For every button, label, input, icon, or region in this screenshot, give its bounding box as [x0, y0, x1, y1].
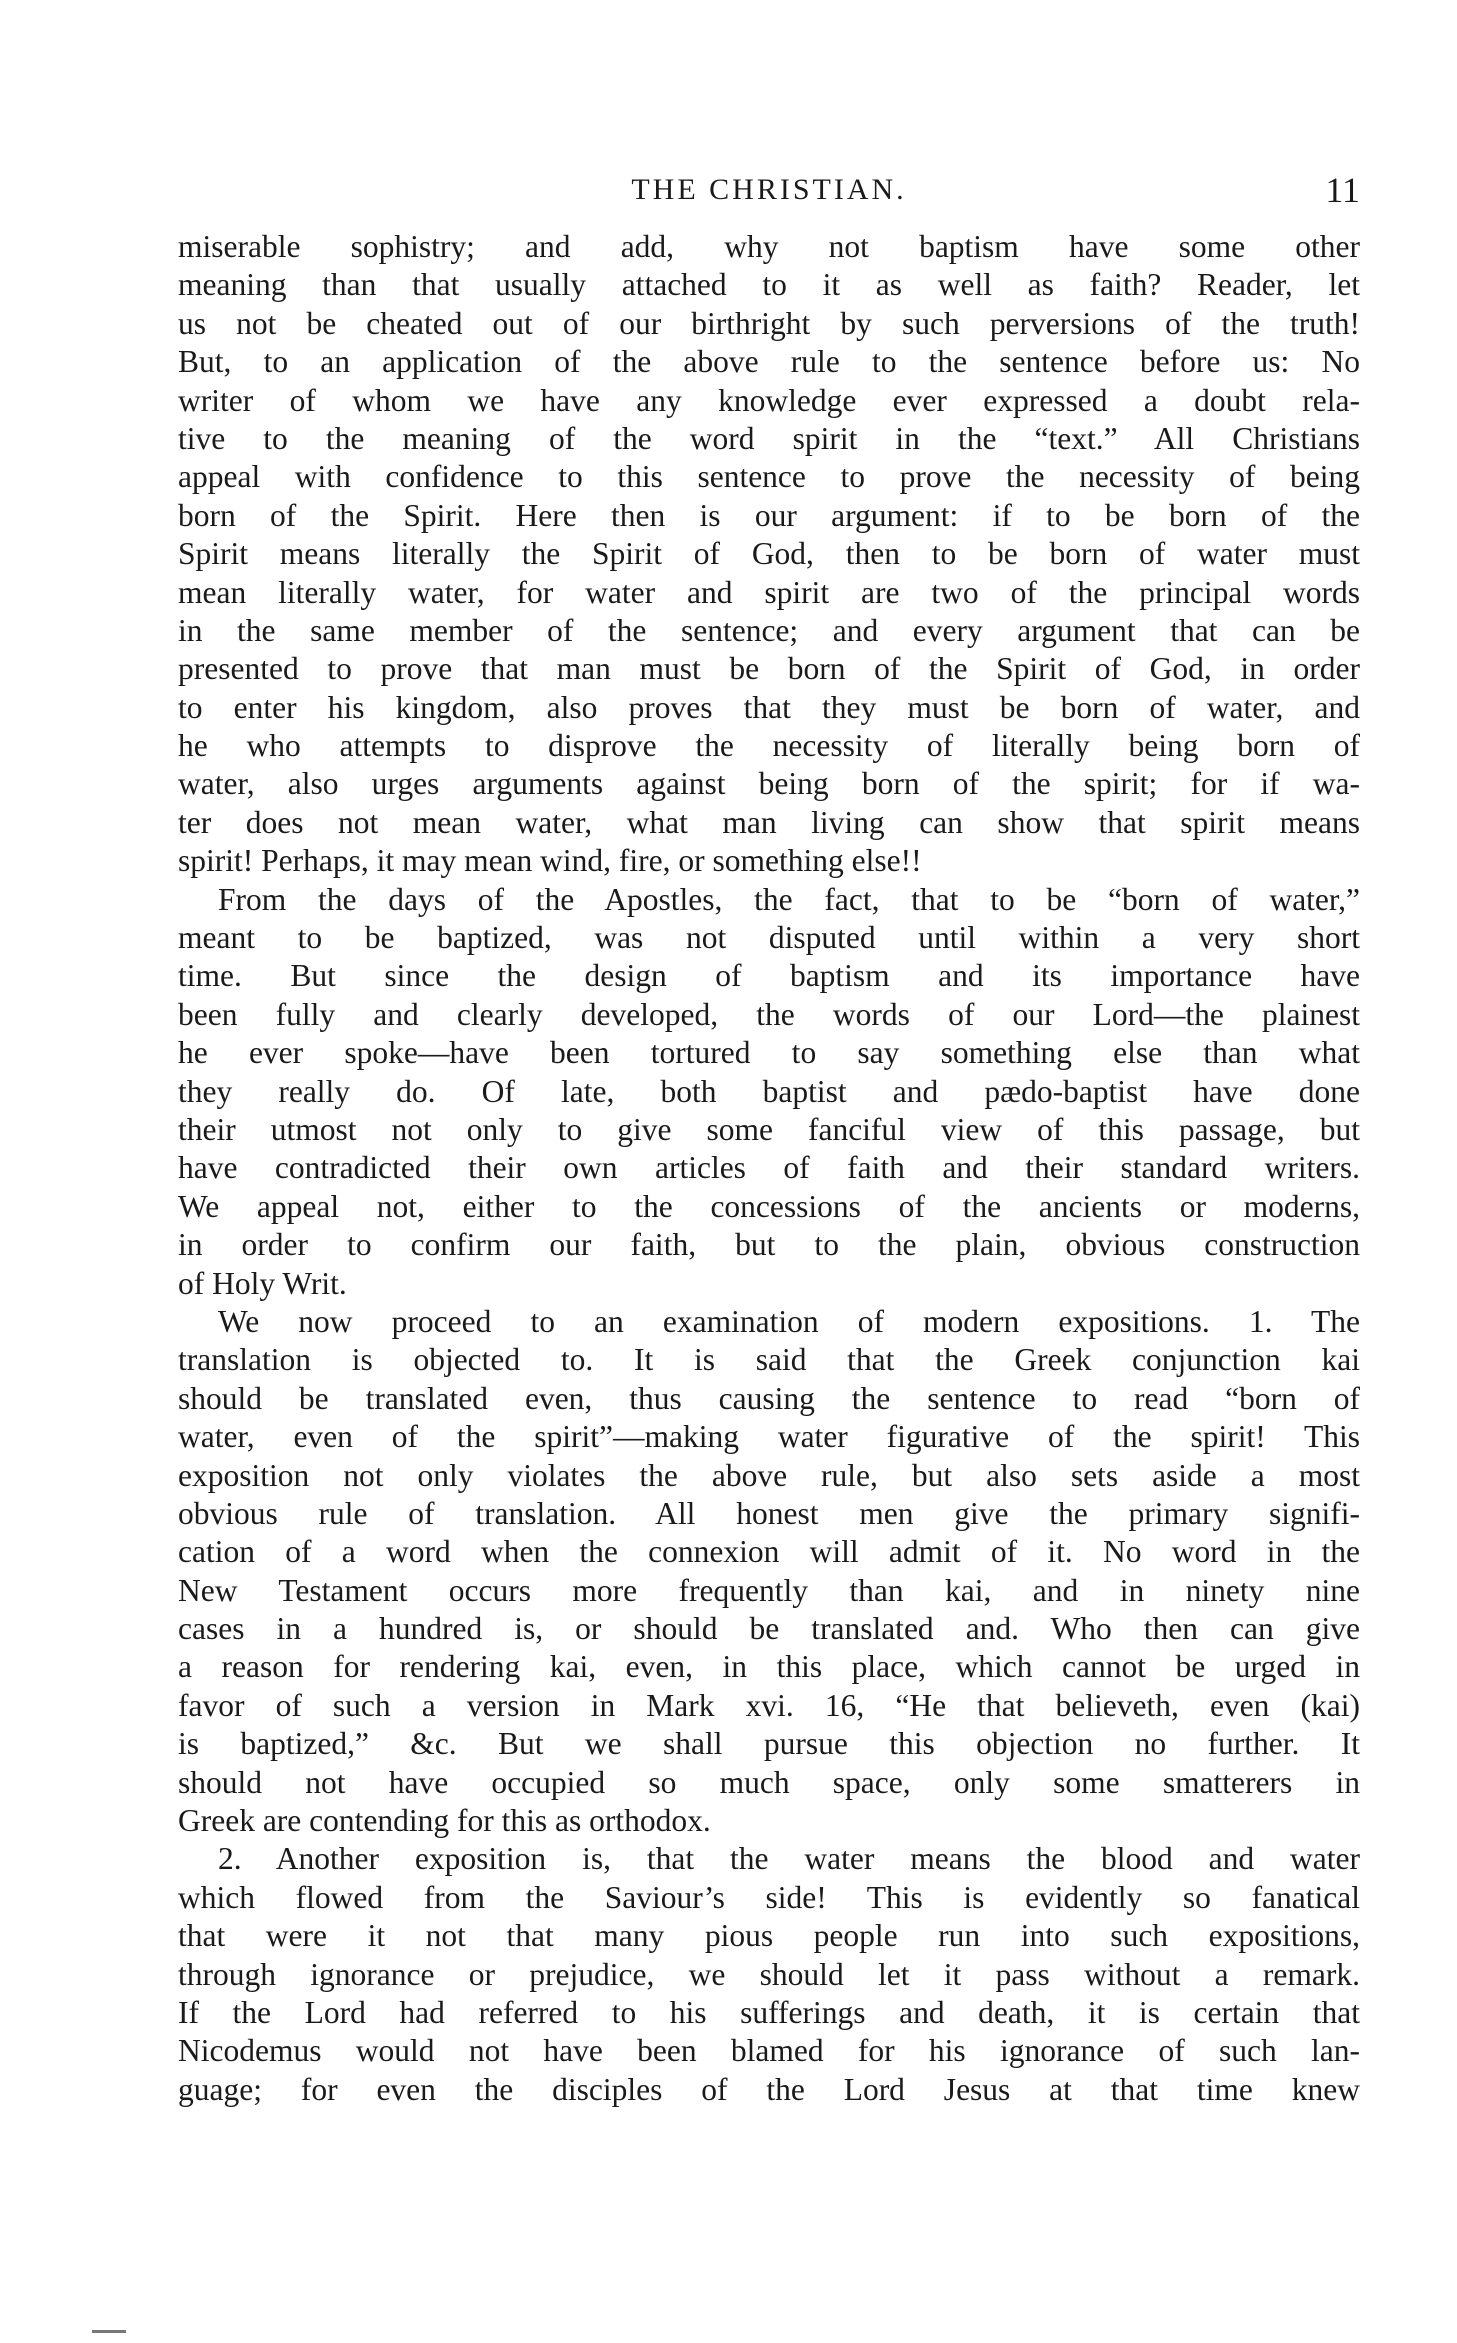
text-line: If the Lord had referred to his sufferings and death, it is certain that — [178, 1994, 1360, 2030]
text-line: in order to confirm our faith, but to the plain, obvious construction — [178, 1227, 1360, 1263]
text-line: favor of such a version in Mark xvi. 16, “He that believeth, even (kai) — [178, 1687, 1360, 1723]
text-line: of Holy Writ. — [178, 1265, 347, 1301]
text-line: We appeal not, either to the concessions of the ancients or moderns, — [178, 1188, 1360, 1224]
text-line: meant to be baptized, was not disputed until within a very short — [178, 920, 1360, 956]
text-line: Spirit means literally the Spirit of God, then to be born of water must — [178, 536, 1360, 572]
text-line: a reason for rendering kai, even, in this place, which cannot be urged in — [178, 1649, 1360, 1685]
text-line: mean literally water, for water and spirit are two of the principal words — [178, 574, 1360, 610]
running-title: THE CHRISTIAN. — [631, 173, 907, 206]
text-line: cases in a hundred is, or should be translated and. Who then can give — [178, 1611, 1360, 1647]
text-line: spirit! Perhaps, it may mean wind, fire, or something else!! — [178, 843, 922, 879]
text-line: New Testament occurs more frequently than kai, and in ninety nine — [178, 1572, 1360, 1608]
text-line: is baptized,” &c. But we shall pursue this objection no further. It — [178, 1726, 1360, 1762]
text-line: they really do. Of late, both baptist and pædo-baptist have done — [178, 1073, 1360, 1109]
text-line: tive to the meaning of the word spirit in the “text.” All Christians — [178, 420, 1360, 456]
text-line: water, even of the spirit”—making water figurative of the spirit! This — [178, 1419, 1360, 1455]
text-line: exposition not only violates the above rule, but also sets aside a most — [178, 1457, 1360, 1493]
text-line: From the days of the Apostles, the fact, that to be “born of water,” — [218, 881, 1360, 917]
text-line: Greek are contending for this as orthodox. — [178, 1803, 711, 1839]
text-line: in the same member of the sentence; and every argument that can be — [178, 612, 1360, 648]
text-line: We now proceed to an examination of modern expositions. 1. The — [218, 1303, 1360, 1339]
text-line: to enter his kingdom, also proves that they must be born of water, and — [178, 689, 1360, 725]
text-line: water, also urges arguments against being born of the spirit; for if wa- — [178, 766, 1360, 802]
text-line: have contradicted their own articles of faith and their standard writers. — [178, 1150, 1360, 1186]
page-number: 11 — [1325, 170, 1360, 210]
text-line: translation is objected to. It is said that the Greek conjunction kai — [178, 1342, 1360, 1378]
text-line: meaning than that usually attached to it as well as faith? Reader, let — [178, 267, 1360, 303]
text-line: cation of a word when the connexion will admit of it. No word in the — [178, 1534, 1360, 1570]
text-line: guage; for even the disciples of the Lord Jesus at that time knew — [178, 2071, 1360, 2107]
text-line: their utmost not only to give some fanciful view of this passage, but — [178, 1111, 1360, 1147]
text-line: obvious rule of translation. All honest men give the primary signifi- — [178, 1495, 1360, 1531]
text-line: us not be cheated out of our birthright by such perversions of the truth! — [178, 305, 1360, 341]
text-line: he who attempts to disprove the necessity of literally being born of — [178, 728, 1360, 764]
text-line: But, to an application of the above rule to the sentence before us: No — [178, 344, 1360, 380]
body-text — [178, 228, 1360, 2109]
text-line: born of the Spirit. Here then is our argument: if to be born of the — [178, 497, 1360, 533]
text-line: that were it not that many pious people run into such expositions, — [178, 1918, 1360, 1954]
text-line: appeal with confidence to this sentence to prove the necessity of being — [178, 459, 1360, 495]
text-line: ter does not mean water, what man living can show that spirit means — [178, 804, 1360, 840]
text-line: which flowed from the Saviour’s side! This is evidently so fanatical — [178, 1879, 1360, 1915]
text-line: should be translated even, thus causing the sentence to read “born of — [178, 1380, 1360, 1416]
text-line: should not have occupied so much space, only some smatterers in — [178, 1764, 1360, 1800]
text-line: miserable sophistry; and add, why not baptism have some other — [178, 229, 1360, 264]
text-line: been fully and clearly developed, the words of our Lord—the plainest — [178, 996, 1360, 1032]
running-head — [178, 170, 1360, 210]
text-line: time. But since the design of baptism and its importance have — [178, 958, 1360, 994]
text-line: 2. Another exposition is, that the water means the blood and water — [218, 1841, 1360, 1877]
text-line: presented to prove that man must be born of the Spirit of God, in order — [178, 651, 1360, 687]
text-line: he ever spoke—have been tortured to say something else than what — [178, 1035, 1360, 1071]
scan-mark — [92, 2330, 126, 2333]
text-line: through ignorance or prejudice, we should let it pass without a remark. — [178, 1956, 1360, 1992]
text-line: Nicodemus would not have been blamed for his ignorance of such lan- — [178, 2033, 1360, 2069]
text-line: writer of whom we have any knowledge ever expressed a doubt rela- — [178, 382, 1360, 418]
